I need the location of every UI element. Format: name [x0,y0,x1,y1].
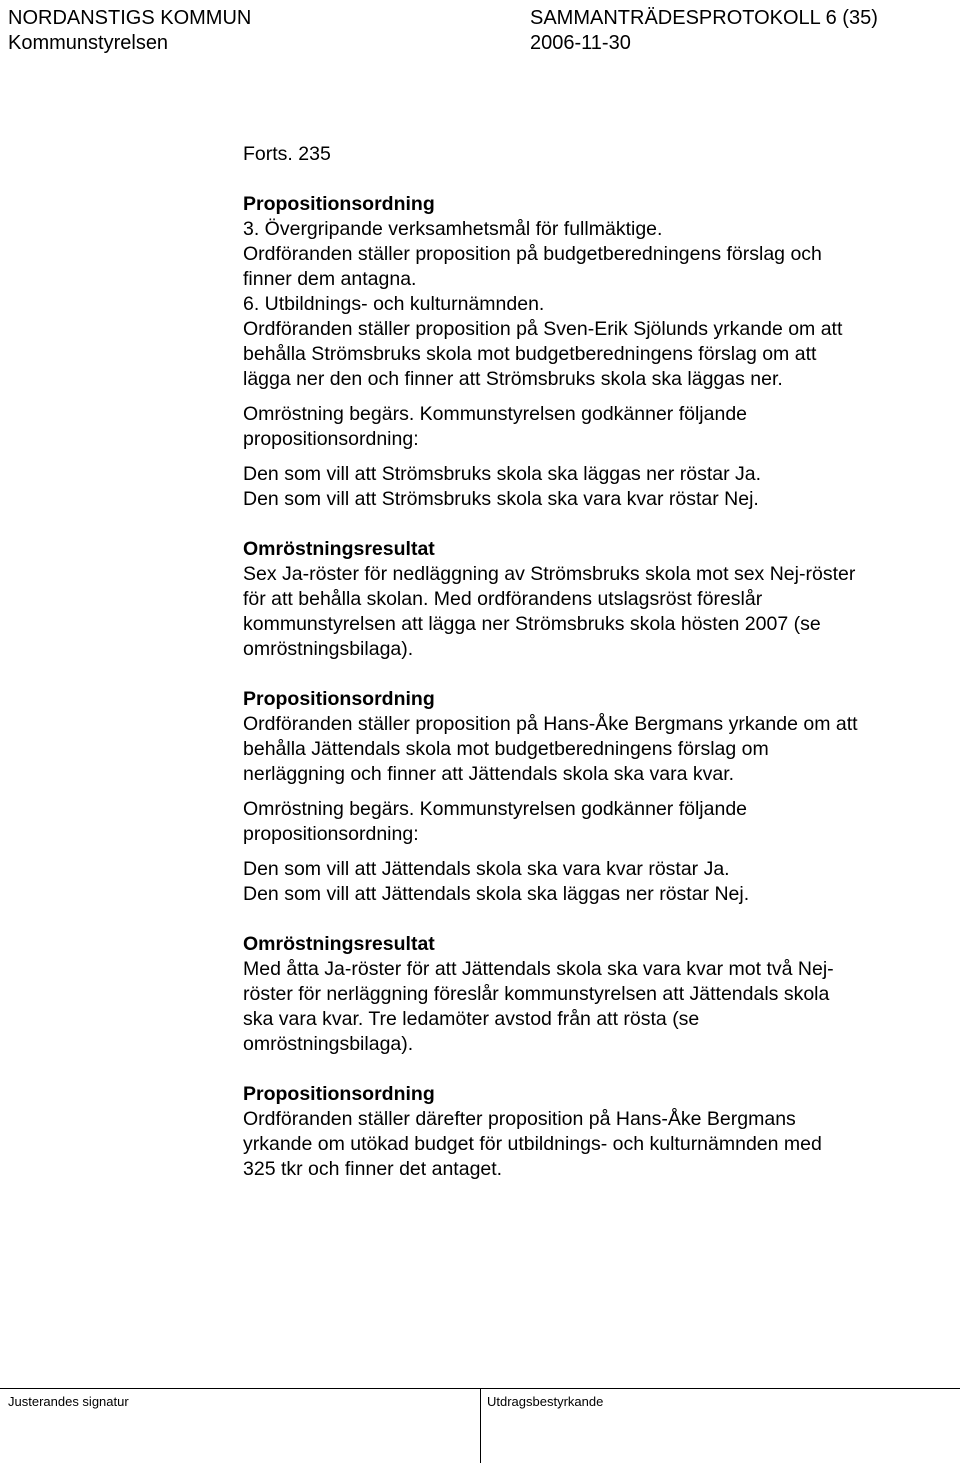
certification-label: Utdragsbestyrkande [487,1394,604,1409]
text-line: Omröstning begärs. Kommunstyrelsen godkänner följande [243,798,748,820]
protocol-label: SAMMANTRÄDESPROTOKOLL [530,7,821,29]
text-line: yrkande om utökad budget för utbildnings- och kulturnämnden med [243,1133,822,1155]
text-line: nerläggning och finner att Jättendals skola ska vara kvar. [243,763,735,785]
text-line: ska vara kvar. Tre ledamöter avstod från att rösta (se [243,1008,700,1030]
section-propositionsordning-1 [243,192,953,512]
text-line: 325 tkr och finner det antaget. [243,1158,503,1180]
text-line: finner dem antagna. [243,268,417,290]
text-line: Med åtta Ja-röster för att Jättendals skola ska vara kvar mot två Nej- [243,958,834,980]
text-line: propositionsordning: [243,823,419,845]
section-propositionsordning-2 [243,687,953,907]
section-heading: Propositionsordning [243,688,435,710]
page-number: 6 (35) [825,7,878,29]
text-line: Ordföranden ställer proposition på Hans-Åke Bergmans yrkande om att [243,713,858,735]
protocol-body [243,142,953,1182]
vote-line: Den som vill att Jättendals skola ska vara kvar röstar Ja. [243,858,730,880]
text-line: Ordföranden ställer proposition på Sven-Erik Sjölunds yrkande om att [243,318,843,340]
text-line: 6. Utbildnings- och kulturnämnden. [243,293,545,315]
section-heading: Omröstningsresultat [243,933,435,955]
text-line: behålla Jättendals skola mot budgetberedningens förslag om [243,738,769,760]
text-line: kommunstyrelsen att lägga ner Strömsbruks skola hösten 2007 (se [243,613,821,635]
footer-column-divider [480,1388,481,1463]
continued-paragraph-ref: Forts. 235 [243,143,331,165]
vote-line: Den som vill att Strömsbruks skola ska läggas ner röstar Ja. [243,463,762,485]
text-line: lägga ner den och finner att Strömsbruks skola ska läggas ner. [243,368,783,390]
text-line: 3. Övergripande verksamhetsmål för fullmäktige. [243,218,663,240]
section-heading: Propositionsordning [243,1083,435,1105]
text-line: röster för nerläggning föreslår kommunstyrelsen att Jättendals skola [243,983,830,1005]
section-omrostningsresultat-1 [243,537,953,662]
org-name: NORDANSTIGS KOMMUN [8,7,252,29]
text-line: Omröstning begärs. Kommunstyrelsen godkänner följande [243,403,748,425]
text-line: Ordföranden ställer proposition på budgetberedningens förslag och [243,243,822,265]
text-line: för att behålla skolan. Med ordförandens utslagsröst föreslår [243,588,763,610]
section-propositionsordning-3 [243,1082,953,1182]
text-line: Ordföranden ställer därefter proposition på Hans-Åke Bergmans [243,1108,796,1130]
signature-label: Justerandes signatur [8,1394,129,1409]
section-heading: Omröstningsresultat [243,538,435,560]
meeting-date: 2006-11-30 [530,32,631,54]
protocol-title [530,6,878,30]
text-line: Sex Ja-röster för nedläggning av Strömsbruks skola mot sex Nej-röster [243,563,856,585]
vote-line: Den som vill att Jättendals skola ska läggas ner röstar Nej. [243,883,750,905]
text-line: omröstningsbilaga). [243,638,414,660]
section-heading: Propositionsordning [243,193,435,215]
vote-line: Den som vill att Strömsbruks skola ska vara kvar röstar Nej. [243,488,759,510]
text-line: behålla Strömsbruks skola mot budgetberedningens förslag om att [243,343,817,365]
committee-name: Kommunstyrelsen [8,32,169,54]
section-omrostningsresultat-2 [243,932,953,1057]
text-line: omröstningsbilaga). [243,1033,414,1055]
text-line: propositionsordning: [243,428,419,450]
